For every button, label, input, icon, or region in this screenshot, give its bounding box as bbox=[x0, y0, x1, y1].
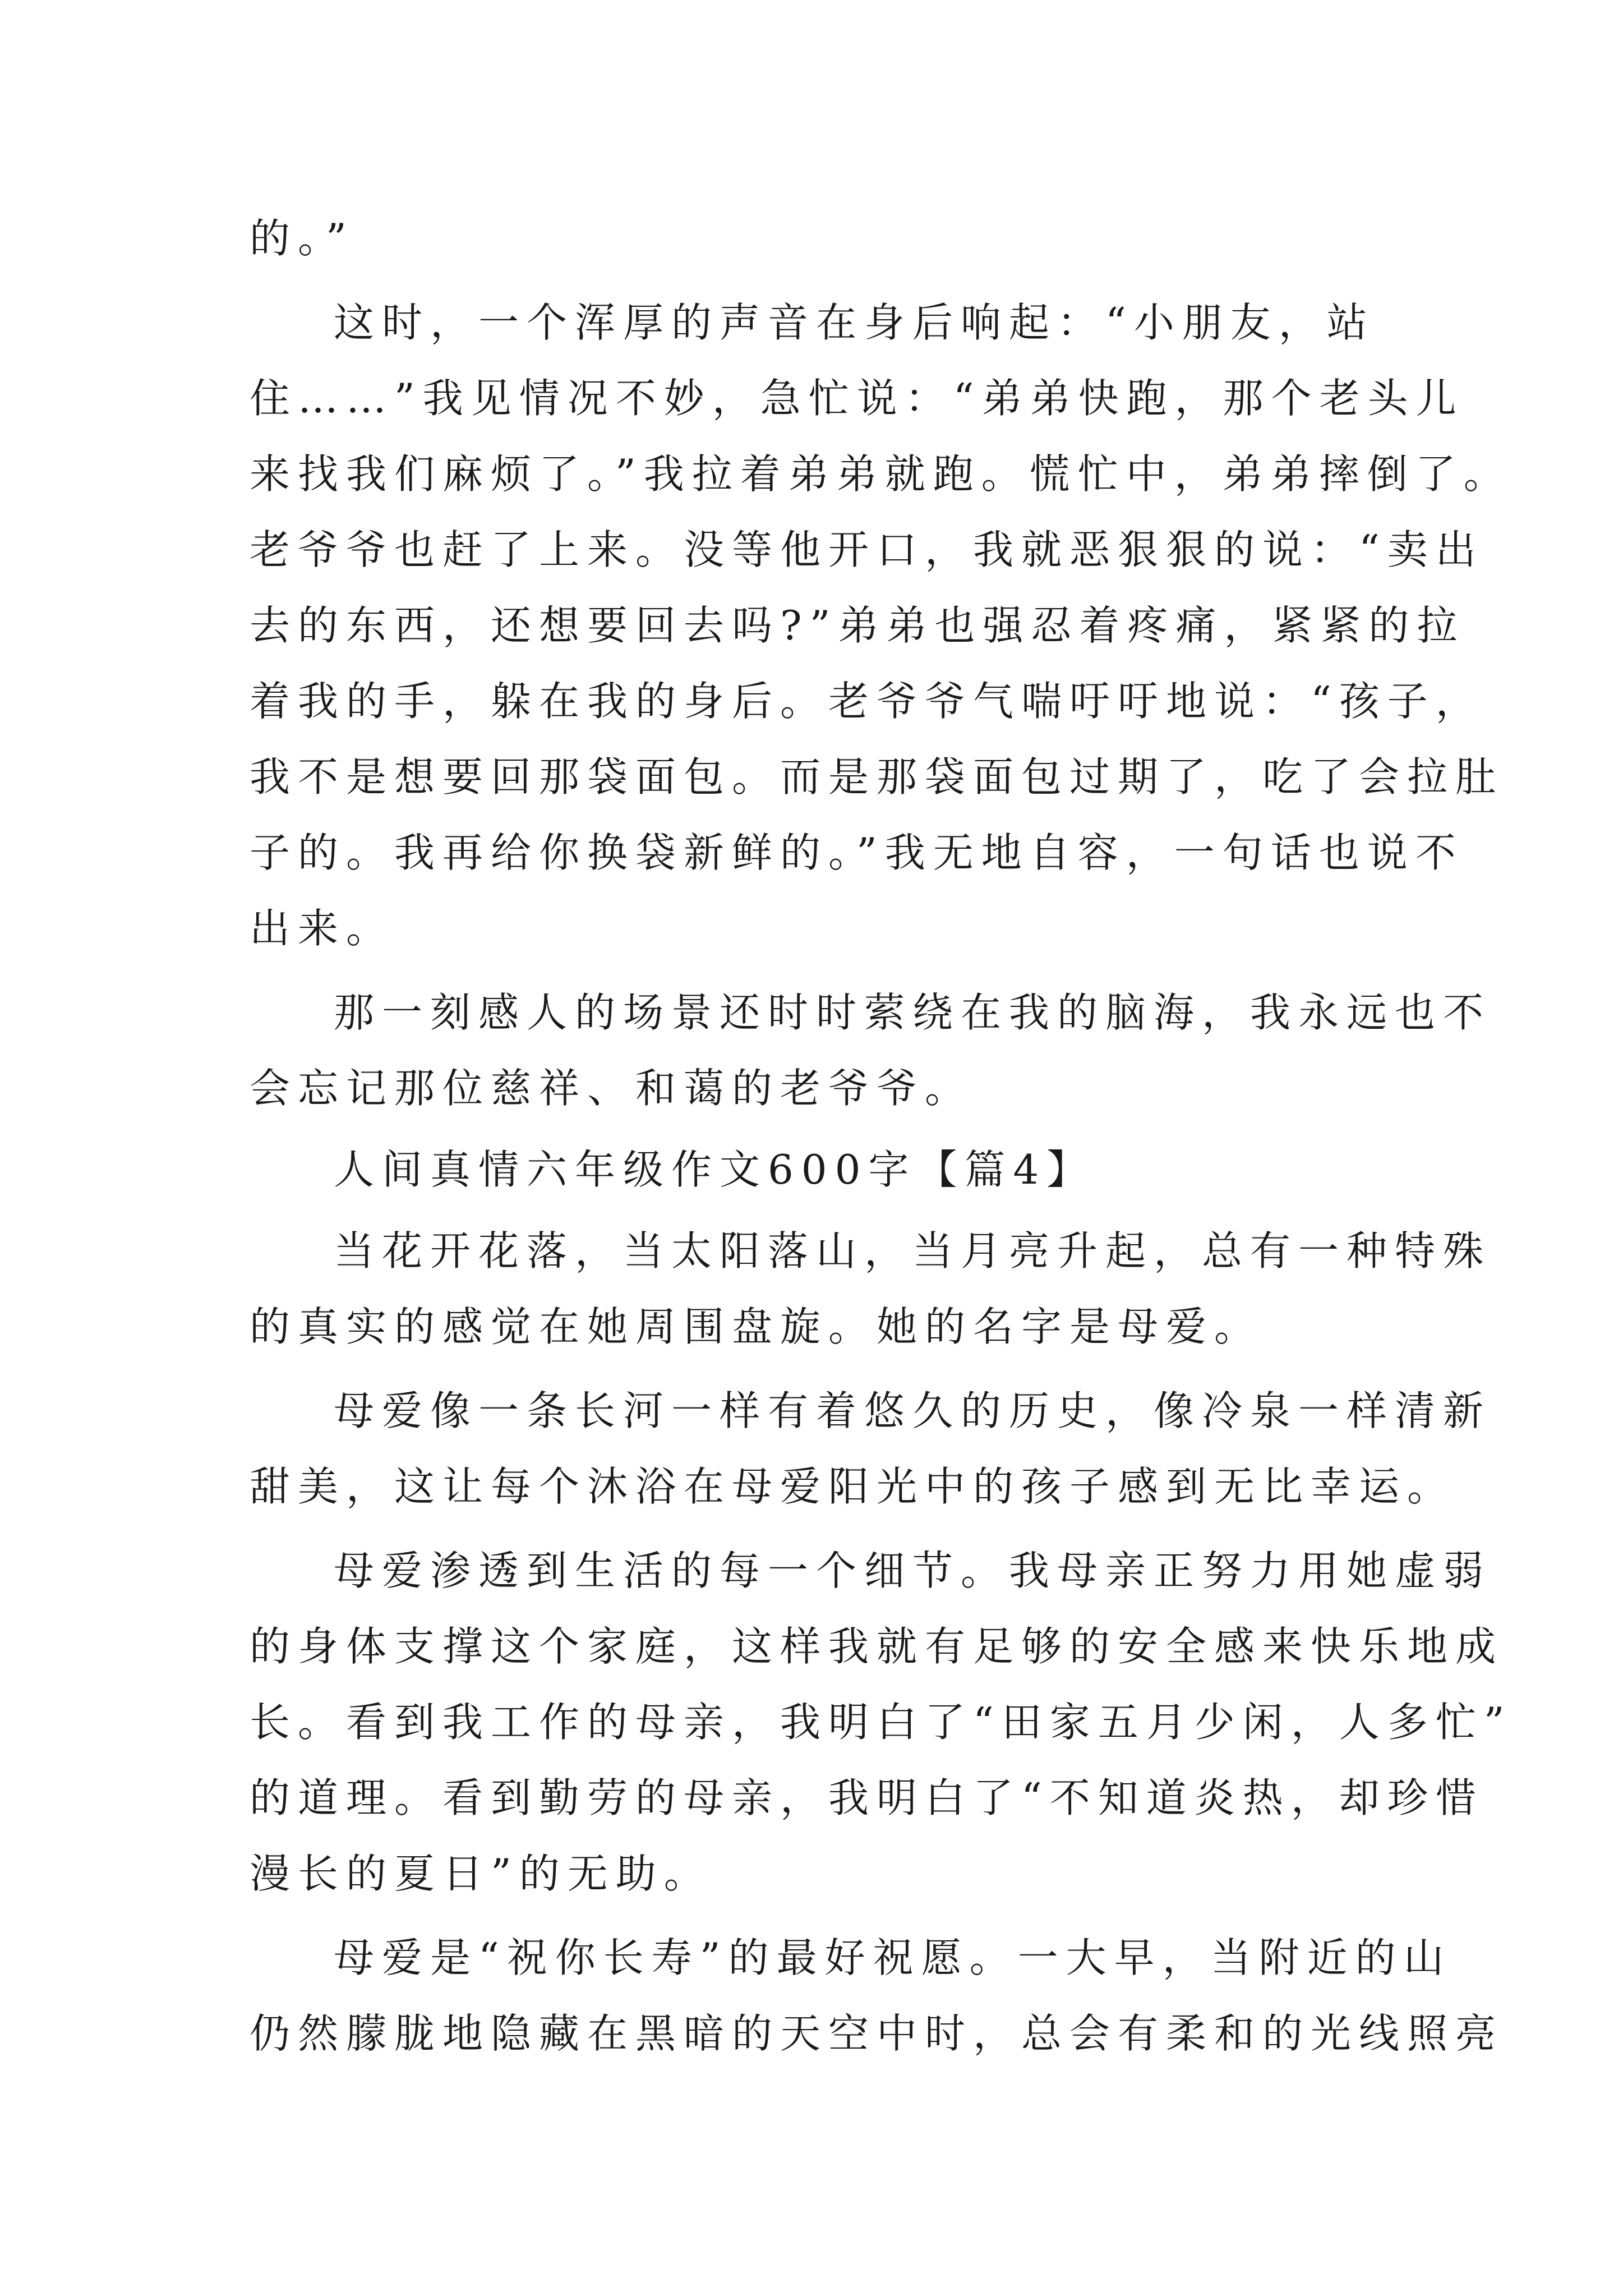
paragraph-start-line: 那一刻感人的场景还时时萦绕在我的脑海，我永远也不 bbox=[334, 989, 1492, 1036]
text-line: 的身体支撑这个家庭，这样我就有足够的安全感来快乐地成 bbox=[250, 1623, 1504, 1670]
text-line: 老爷爷也赶了上来。没等他开口，我就恶狠狠的说：“卖出 bbox=[250, 526, 1484, 573]
text-line: 住……”我见情况不妙，急忙说：“弟弟快跑，那个老头儿 bbox=[250, 375, 1464, 422]
text-line: 去的东西，还想要回去吗?”弟弟也强忍着疼痛，紧紧的拉 bbox=[250, 602, 1465, 649]
text-line: 漫长的夏日”的无助。 bbox=[250, 1850, 712, 1897]
text-line: 甜美，这让每个沐浴在母爱阳光中的孩子感到无比幸运。 bbox=[250, 1463, 1456, 1510]
paragraph-start-line: 这时，一个浑厚的声音在身后响起：“小朋友，站 bbox=[334, 299, 1375, 346]
text-line: 着我的手，躲在我的身后。老爷爷气喘吁吁地说：“孩子， bbox=[250, 678, 1484, 725]
text-line: 我不是想要回那袋面包。而是那袋面包过期了，吃了会拉肚 bbox=[250, 753, 1504, 800]
text-line: 来找我们麻烦了。”我拉着弟弟就跑。慌忙中，弟弟摔倒了。 bbox=[250, 450, 1512, 498]
text-line: 的。” bbox=[250, 215, 354, 262]
text-line: 长。看到我工作的母亲，我明白了“田家五月少闲，人多忙” bbox=[250, 1699, 1513, 1746]
section-heading: 人间真情六年级作文600字【篇4】 bbox=[334, 1146, 1095, 1193]
paragraph-start-line: 母爱像一条长河一样有着悠久的历史，像冷泉一样清新 bbox=[334, 1387, 1492, 1434]
paragraph-start-line: 母爱渗透到生活的每一个细节。我母亲正努力用她虚弱 bbox=[334, 1547, 1492, 1594]
text-line: 出来。 bbox=[250, 905, 395, 952]
text-line: 的真实的感觉在她周围盘旋。她的名字是母爱。 bbox=[250, 1303, 1263, 1350]
paragraph-start-line: 母爱是“祝你长寿”的最好祝愿。一大早，当附近的山 bbox=[334, 1934, 1452, 1981]
text-line: 子的。我再给你换袋新鲜的。”我无地自容，一句话也说不 bbox=[250, 829, 1464, 876]
text-line: 仍然朦胧地隐藏在黑暗的天空中时，总会有柔和的光线照亮 bbox=[250, 2010, 1504, 2057]
paragraph-start-line: 当花开花落，当太阳落山，当月亮升起，总有一种特殊 bbox=[334, 1227, 1492, 1274]
text-line: 的道理。看到勤劳的母亲，我明白了“不知道炎热，却珍惜 bbox=[250, 1774, 1484, 1821]
text-line: 会忘记那位慈祥、和蔼的老爷爷。 bbox=[250, 1065, 974, 1112]
